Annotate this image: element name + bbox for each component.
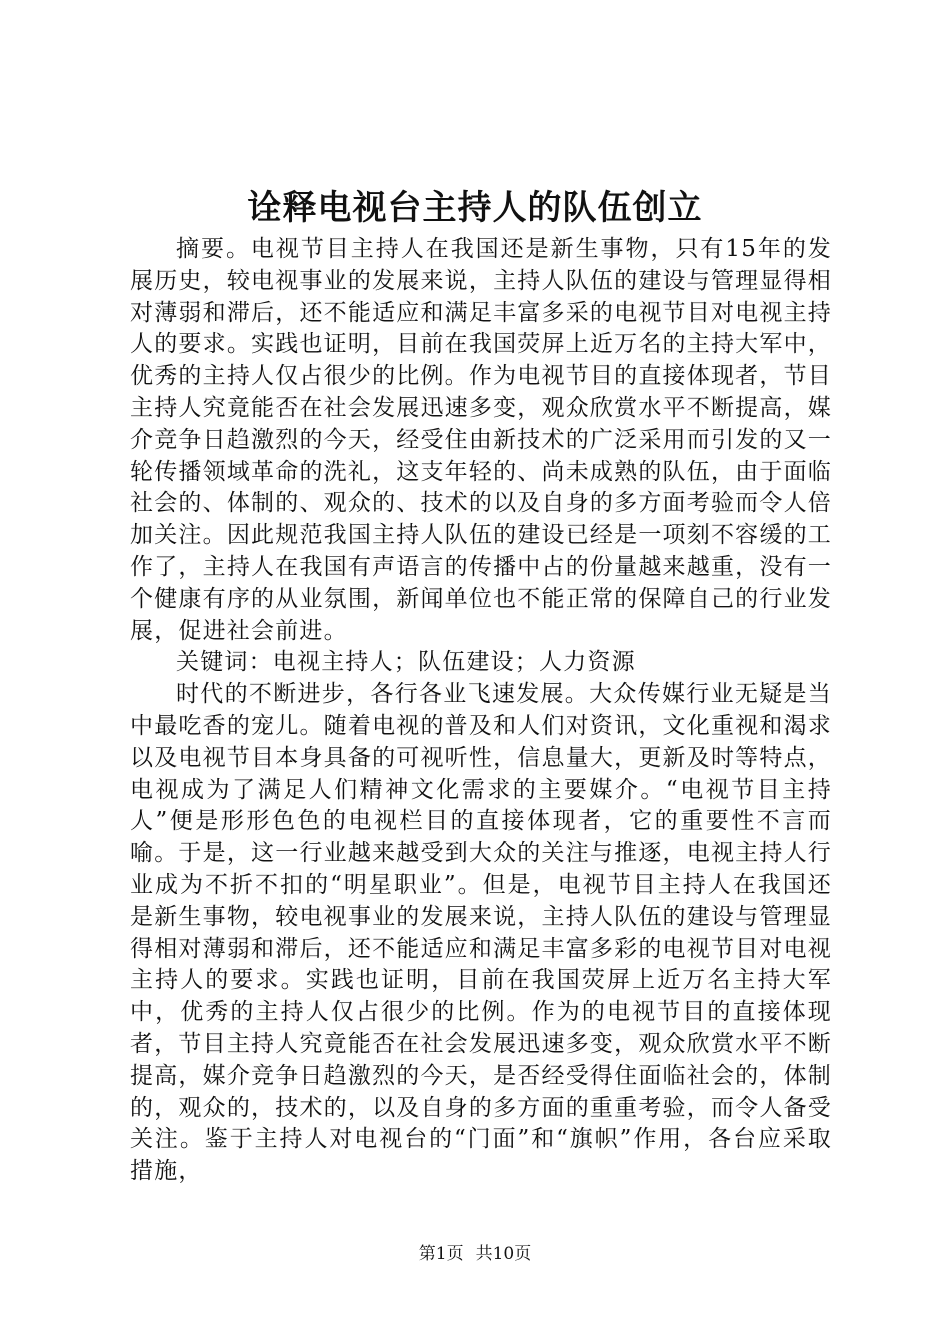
abstract-paragraph: 摘要。电视节目主持人在我国还是新生事物，只有15年的发展历史，较电视事业的发展来说，主持人队伍的建设与管理显得相对薄弱和滞后，还不能适应和满足丰富多采的电视节目对电视主持人的要求。实践也证明，目前在我国荧屏上近万名的主持大军中，优秀的主持人仅占很少的比例。作为电视节目的直接体现者，节目主持人究竟能否在社会发展迅速多变，观众欣赏水平不断提高，媒介竞争日趋激烈的今天，经受住由新技术的广泛采用而引发的又一轮传播领域革命的洗礼，这支年轻的、尚未成熟的队伍，由于面临社会的、体制的、观众的、技术的以及自身的多方面考验而令人倍加关注。因此规范我国主持人队伍的建设已经是一项刻不容缓的工作了，主持人在我国有声语言的传播中占的份量越来越重，没有一个健康有序的从业氛围，新闻单位也不能正常的保障自己的行业发展，促进社会前进。 (130, 236, 832, 644)
body-paragraph: 时代的不断进步，各行各业飞速发展。大众传媒行业无疑是当中最吃香的宠儿。随着电视的普及和人们对资讯，文化重视和渴求以及电视节目本身具备的可视听性，信息量大，更新及时等特点，电视成为了满足人们精神文化需求的主要媒介。“电视节目主持人”便是形形色色的电视栏目的直接体现者，它的重要性不言而喻。于是，这一行业越来越受到大众的关注与推逐，电视主持人行业成为不折不扣的“明星职业”。但是，电视节目主持人在我国还是新生事物，较电视事业的发展来说，主持人队伍的建设与管理显得相对薄弱和滞后，还不能适应和满足丰富多彩的电视节目对电视主持人的要求。实践也证明，目前在我国荧屏上近万名主持大军中，优秀的主持人仅占很少的比例。作为的电视节目的直接体现者，节目主持人究竟能否在社会发展迅速多变，观众欣赏水平不断提高，媒介竞争日趋激烈的今天，是否经受得住面临社会的，体制的，观众的，技术的，以及自身的多方面的重重考验，而令人备受关注。鉴于主持人对电视台的“门面”和“旗帜”作用，各台应采取措施， (130, 681, 832, 1185)
document-body (130, 234, 832, 1188)
keywords-paragraph: 关键词：电视主持人；队伍建设；人力资源 (176, 649, 636, 676)
document-title: 诠释电视台主持人的队伍创立 (247, 188, 703, 228)
page-number: 第1页 (418, 1244, 464, 1264)
page-footer (0, 1243, 950, 1265)
page-total: 共10页 (475, 1244, 532, 1264)
